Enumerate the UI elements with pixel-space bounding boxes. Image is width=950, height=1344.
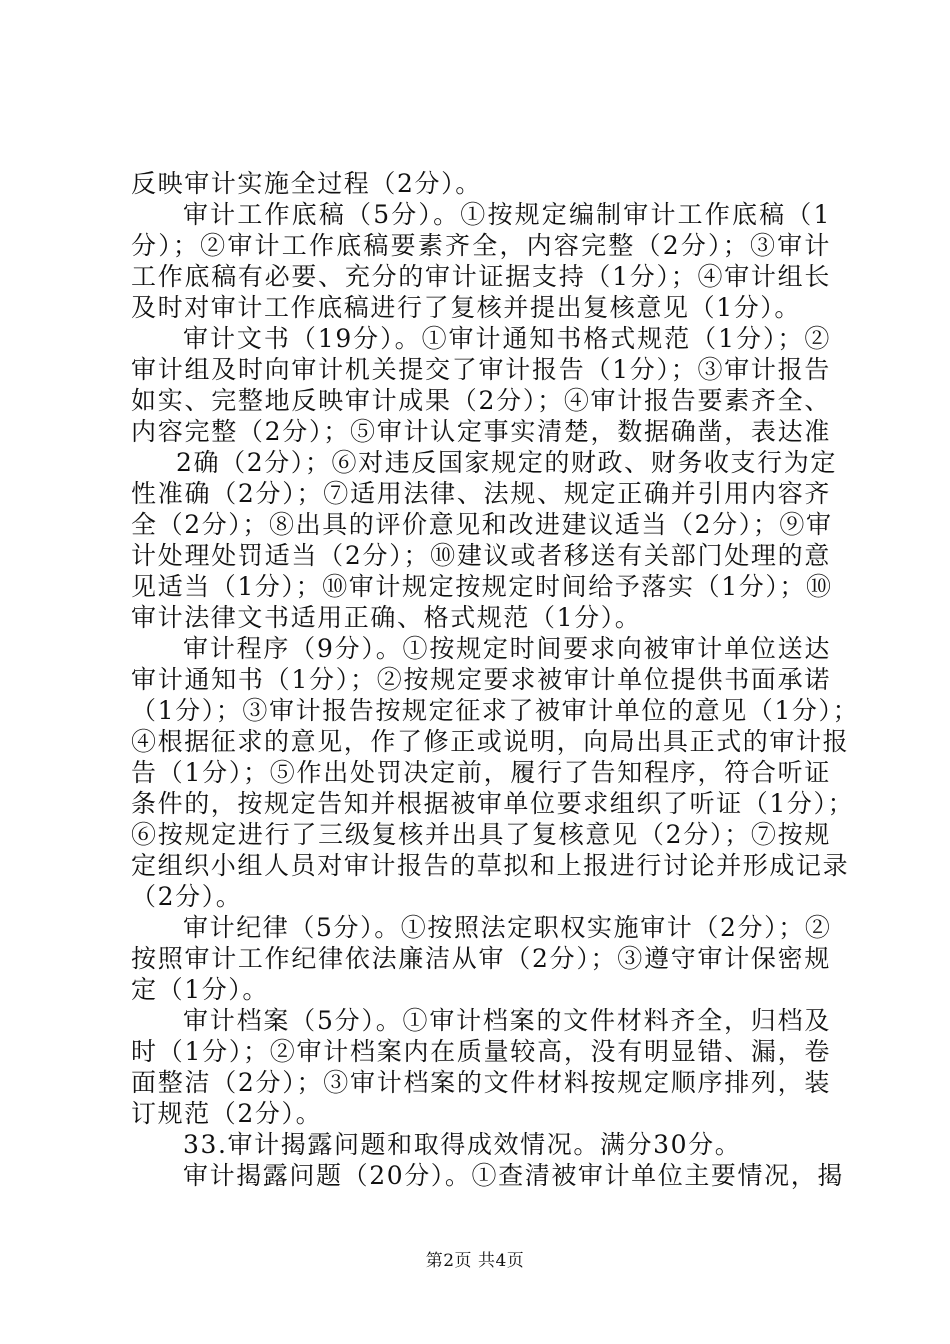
text-line: 反映审计实施全过程（2分）。 [131,169,482,198]
text-line: 内容完整（2分）；⑤审计认定事实清楚，数据确凿，表达准 [131,417,831,446]
text-line: 计处理处罚适当（2分）；⑩建议或者移送有关部门处理的意 [131,541,831,570]
text-line: 全（2分）；⑧出具的评价意见和改进建议适当（2分）；⑨审 [131,510,833,539]
text-line: 订规范（2分）。 [131,1099,323,1128]
text-line: 审计程序（9分）。①按规定时间要求向被审计单位送达 [183,634,831,663]
text-line: （1分）；③审计报告按规定征求了被审计单位的意见（1分）； [131,696,860,725]
document-body [131,168,860,1191]
text-line: 定（1分）。 [131,975,270,1004]
text-line: 按照审计工作纪律依法廉洁从审（2分）；③遵守审计保密规 [131,944,831,973]
page-footer: 第2页 共4页 [425,1251,525,1271]
text-line: 如实、完整地反映审计成果（2分）；④审计报告要素齐全、 [131,386,831,415]
text-line: 时（1分）；②审计档案内在质量较高，没有明显错、漏，卷 [131,1037,831,1066]
text-line: 性准确（2分）；⑦适用法律、法规、规定正确并引用内容齐 [131,479,831,508]
text-line: ④根据征求的意见，作了修正或说明，向局出具正式的审计报 [131,727,850,756]
text-line: 分）；②审计工作底稿要素齐全，内容完整（2分）；③审计 [131,231,831,260]
text-line: 2确（2分）；⑥对违反国家规定的财政、财务收支行为定 [176,448,837,477]
text-line: 审计法律文书适用正确、格式规范（1分）。 [131,603,642,632]
text-line: 告（1分）；⑤作出处罚决定前，履行了告知程序，符合听证 [131,758,831,787]
text-line: 见适当（1分）；⑩审计规定按规定时间给予落实（1分）；⑩ [131,572,833,601]
text-line: 审计纪律（5分）。①按照法定职权实施审计（2分）；② [183,913,832,942]
text-line: 工作底稿有必要、充分的审计证据支持（1分）；④审计组长 [131,262,831,291]
text-line: ⑥按规定进行了三级复核并出具了复核意见（2分）；⑦按规 [131,820,831,849]
text-line: 审计文书（19分）。①审计通知书格式规范（1分）；② [183,324,831,353]
text-line: 审计组及时向审计机关提交了审计报告（1分）；③审计报告 [131,355,831,384]
text-line: 审计工作底稿（5分）。①按规定编制审计工作底稿（1 [183,200,831,229]
text-line: 审计揭露问题（20分）。①查清被审计单位主要情况，揭 [183,1161,844,1190]
text-line: 审计通知书（1分）；②按规定要求被审计单位提供书面承诺 [131,665,831,694]
section-heading: 33.审计揭露问题和取得成效情况。满分30分。 [183,1130,742,1159]
text-line: 条件的，按规定告知并根据被审单位要求组织了听证（1分）； [131,789,855,818]
text-line: （2分）。 [131,882,243,911]
text-line: 审计档案（5分）。①审计档案的文件材料齐全，归档及 [183,1006,831,1035]
text-line: 定组织小组人员对审计报告的草拟和上报进行讨论并形成记录 [131,851,850,880]
text-line: 面整洁（2分）；③审计档案的文件材料按规定顺序排列，装 [131,1068,831,1097]
text-line: 及时对审计工作底稿进行了复核并提出复核意见（1分）。 [131,293,802,322]
